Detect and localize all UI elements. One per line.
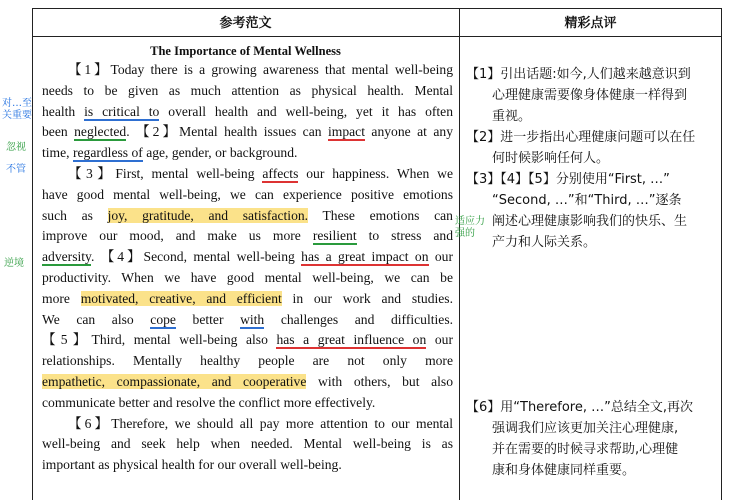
highlighted-phrase: joy, gratitude, and satisfaction. [107,207,309,223]
review-line: 【6】用“Therefore, …”总结全文,再次 [466,400,693,415]
essay-line [42,185,453,206]
review-item-3 [466,169,718,253]
text: such as [42,207,108,223]
text: needs to be given as much attention as physical health. Mental [42,82,453,98]
essay-line [42,143,453,164]
review-line: “Second, …”和“Third, …”逐条 [492,193,682,208]
essay-line [42,247,453,268]
text: to stress and [356,228,453,244]
text: . 【2】Mental health issues can [126,124,328,140]
text: more [42,290,81,306]
review-line: 心理健康需要像身体健康一样得到 [492,88,688,103]
essay-line [42,102,453,123]
review-line: 康和身体健康同样重要。 [492,463,636,478]
essay-line [42,351,453,372]
review-item-4 [466,397,718,481]
text: improve our mood, and make us more [42,228,313,244]
text: These emotions can [308,207,453,223]
essay-body [42,60,453,476]
review-line: 重视。 [492,109,532,124]
text: 【6】Therefore, we should all pay more attention to our mental [68,415,453,431]
underlined-phrase: has a great influence on [276,332,427,348]
essay-line [42,455,453,476]
review-column [466,64,718,481]
text: challenges and difficulties. [264,311,454,327]
underlined-phrase: has a great impact on [301,249,429,265]
essay-title: The Importance of Mental Wellness [150,44,341,58]
underlined-phrase: adversity [42,249,91,265]
review-item-2 [466,127,718,169]
handwritten-note: 逆境 [4,258,24,269]
essay-line [42,414,453,435]
underlined-phrase: regardless of [72,145,143,161]
underlined-phrase: affects [262,165,299,181]
review-line: 【1】引出话题:如今,人们越来越意识到 [466,67,691,82]
underlined-phrase: with [240,311,265,327]
text: 【1】Today there is a growing awareness that mental well-being [68,62,453,77]
essay-line [42,289,453,310]
underlined-phrase: impact [327,124,365,140]
text: well-being and seek help when needed. Mental well-being is as [42,436,453,452]
text: with others, but also [306,373,454,389]
essay-line [42,372,453,393]
text: communicate better and resolve the conflict more effectively. [42,394,376,410]
text: 【3】First, mental well-being [68,165,263,181]
review-line: 何时候影响任何人。 [492,151,610,166]
text: important as physical health for our overall well-being. [42,457,342,473]
text: health [42,103,85,119]
text: our [426,332,453,348]
review-line: 【2】进一步指出心理健康问题可以在任 [466,130,696,145]
underlined-phrase: cope [150,311,176,327]
essay-line [42,393,453,414]
text: our happiness. When we [298,165,453,181]
essay-line [42,206,453,227]
essay-column-header: 参考范文 [219,16,272,31]
essay-line [42,122,453,143]
column-divider [459,8,460,500]
handwritten-note: 不管 [6,164,26,175]
highlighted-phrase: empathetic, compassionate, and cooperative [42,373,307,389]
review-line: 产力和人际关系。 [492,235,597,250]
highlighted-phrase: motivated, creative, and efficient [80,290,282,306]
review-line: 【3】【4】【5】分别使用“First, …” [466,172,670,187]
text: our [428,249,453,265]
essay-line [42,164,453,185]
review-column-header: 精彩点评 [564,16,617,31]
essay-line [42,60,453,81]
text: in our work and studies. [281,290,453,306]
underlined-phrase: is critical to [84,103,160,119]
text: We can also [42,311,151,327]
review-line: 阐述心理健康影响我们的快乐、生 [492,214,688,229]
essay-line [42,310,453,331]
text: age, gender, or background. [142,145,298,161]
text: overall health and well-being, yet it has often [159,103,453,119]
text: better [175,311,241,327]
handwritten-note: 忽视 [6,142,26,153]
text: . 【4】Second, mental well-being [90,249,302,265]
essay-line [42,81,453,102]
underlined-phrase: neglected [74,124,127,140]
handwritten-note: 适应力强的 [455,216,485,239]
text: relationships. Mentally healthy people are not only more [42,353,453,369]
review-item-1 [466,64,718,127]
text: time, [42,145,73,161]
essay-line [42,330,453,351]
handwritten-note: 对…至关重要 [2,98,32,121]
header-divider [32,36,722,37]
text: productivity. When we have good mental well-being, we can be [42,269,453,285]
text: have good mental well-being, we can experience positive emotions [42,186,453,202]
text: 【5】Third, mental well-being also [42,332,277,348]
essay-line [42,226,453,247]
text: been [42,124,75,140]
essay-line [42,268,453,289]
underlined-phrase: resilient [312,228,357,244]
essay-line [42,434,453,455]
text: anyone at any [364,124,454,140]
review-line: 强调我们应该更加关注心理健康, [492,421,679,436]
review-line: 并在需要的时候寻求帮助,心理健 [492,442,679,457]
